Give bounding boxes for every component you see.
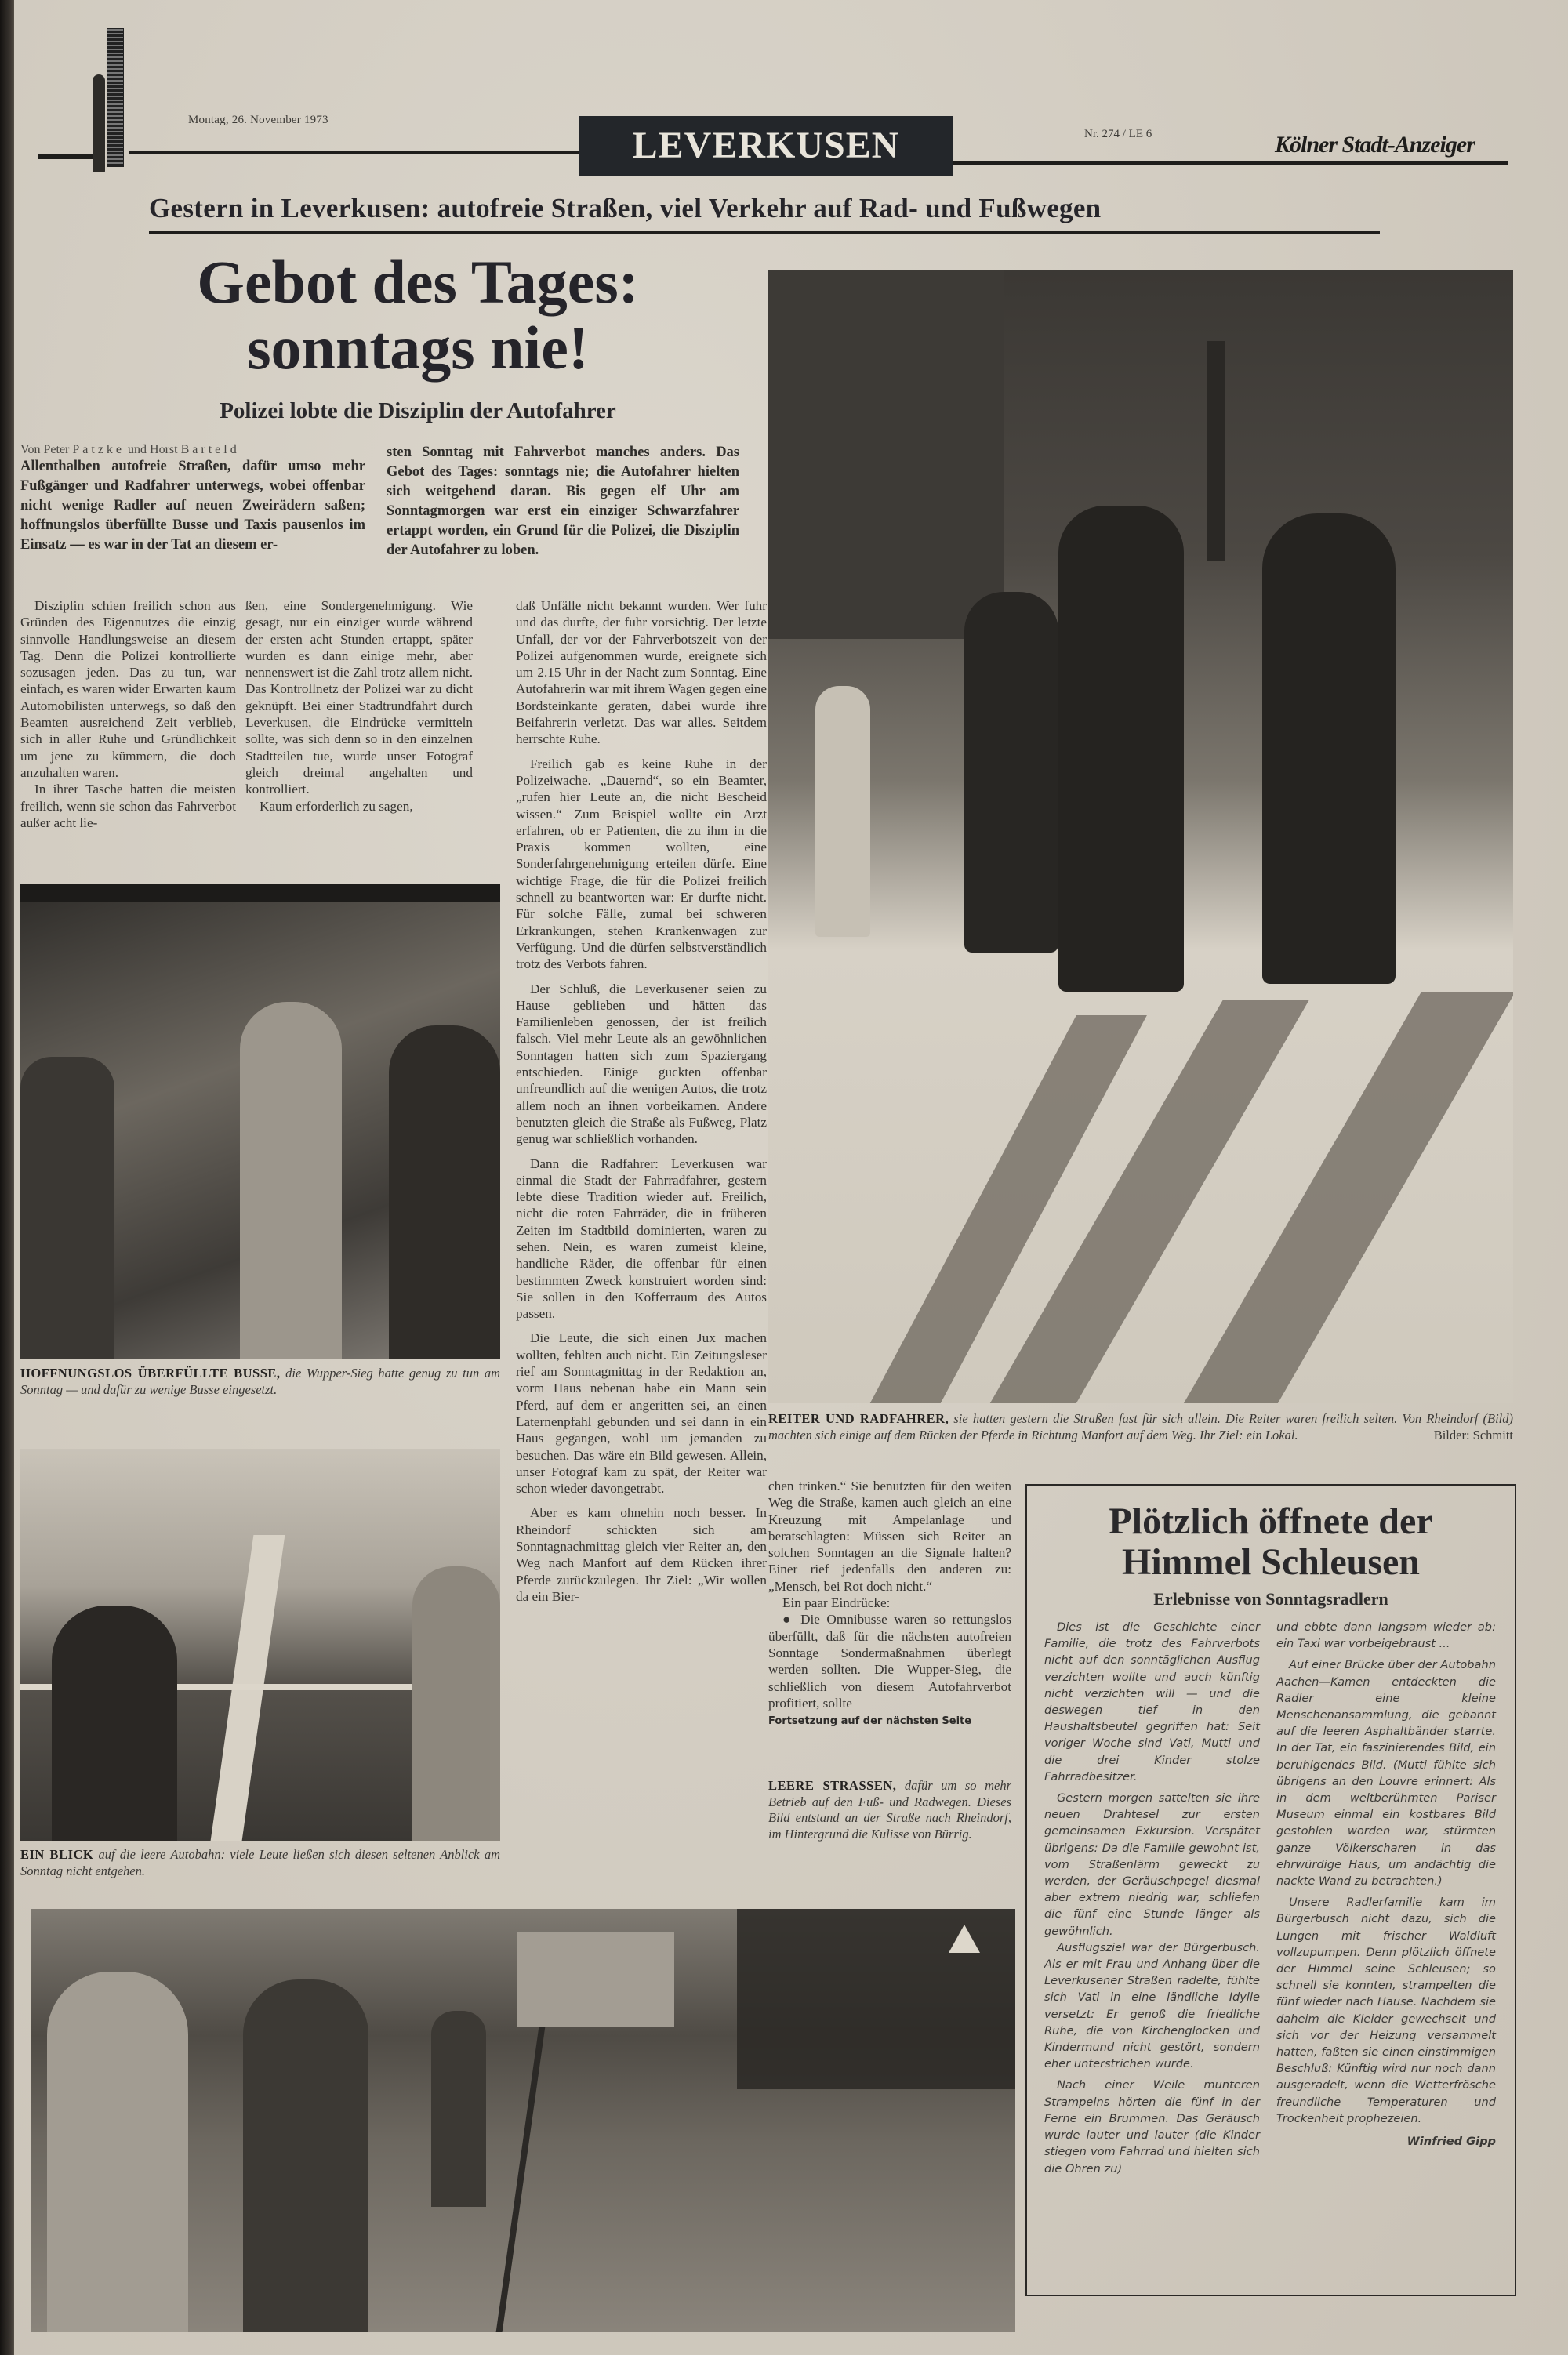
- caption-cyclists: LEERE STRASSEN, dafür um so mehr Betrieb auf den Fuß- und Radwegen. Dieses Bild entstand an der Straße nach Rheindorf, im Hintergrund die Kulisse von Bürrig.: [768, 1778, 1011, 1842]
- cyclist-shape: [431, 2011, 486, 2207]
- sidebar-author: Winfried Gipp: [1406, 2135, 1496, 2149]
- buerrig-buildings-shape: [517, 1932, 674, 2027]
- headline-line-2: sonntags nie!: [247, 314, 589, 382]
- body-column-2: ßen, eine Sondergenehmigung. Wie gesagt, nur ein einziger wurde während der ersten acht Stunden ertappt, später wurden es dann einige mehr, aber nennenswert ist die Zahl trotz allem nicht. Das Kontrollnetz der Polizei war zu dicht geknüpft. Bei einer Stadtrundfahrt durch Leverkusen, die Eindrücke vermitteln sollte, was sich denn so in den einzelnen Stadtteilen tue, wurde unser Fotograf gleich dreimal angehalten und kontrolliert. Kaum erforderlich zu sagen,: [245, 598, 473, 814]
- woman-in-coat-shape: [240, 1002, 342, 1359]
- photo-cyclists-on-road: [31, 1909, 1015, 2332]
- cyclist-shape: [243, 1979, 368, 2332]
- lead-text-left: Allenthalben autofreie Straßen, dafür umso mehr Fußgänger und Radfahrer unterwegs, wobei offenbar nicht wenige Radler auf neuen Zweirädern saßen; hoffnungslos überfüllte Busse und Taxis pausenlos im Einsatz — es war in der Tat an diesem er-: [20, 459, 365, 553]
- continued-on-next-page: Fortsetzung auf der nächsten Seite: [768, 1715, 972, 1728]
- cyclist-shape: [964, 592, 1058, 953]
- section-title: LEVERKUSEN: [579, 116, 953, 176]
- passenger-shape: [389, 1025, 500, 1359]
- author-1: Patzke: [72, 443, 125, 456]
- photo-credit: Bilder: Schmitt: [1433, 1427, 1513, 1442]
- issue-number: Nr. 274 / LE 6: [1084, 128, 1152, 140]
- bus-ceiling: [20, 884, 500, 902]
- kicker-rule: [149, 231, 1380, 234]
- horse-rider-shape: [1262, 513, 1396, 984]
- photo-empty-autobahn: [20, 1449, 500, 1841]
- sidebar-article-box: [1025, 1484, 1516, 2296]
- sidebar-deck: Erlebnisse von Sonntagsradlern: [1153, 1589, 1388, 1609]
- photo-crowded-bus: [20, 884, 500, 1359]
- main-headline: [108, 249, 728, 381]
- cyclist-front-shape: [47, 1972, 188, 2332]
- page-kicker: Gestern in Leverkusen: autofreie Straßen, viel Verkehr auf Rad- und Fußwegen: [149, 193, 1102, 223]
- headline-line-1: Gebot des Tages:: [197, 248, 639, 316]
- caption-riders: REITER UND RADFAHRER, sie hatten gestern die Straßen fast für sich allein. Die Reiter waren freilich selten. Von Rheindorf (Bild) machten sich einige auf dem Rücken der Pferde in Richtung Manfort auf dem Weg. Ihr Ziel: ein Lokal. Bilder: Schmitt: [768, 1411, 1513, 1442]
- sidebar-column-2: und ebbte dann langsam wieder ab: ein Taxi war vorbeigebraust ... Auf einer Brücke über der Autobahn Aachen—Kamen entdeckten die Radler eine kleine Menschenansammlung, die gebannt auf die leeren Asphaltbänder starrte. In der Tat, ein faszinierendes Bild, ein beruhigendes Bild. (Mutti fühlte sich übrigens an den Louvre erinnert: Als in dem weltberühmten Pariser Museum einmal ein kostbares Bild gestohlen worden war, stürmten ganze Völkerscharen in das ehrwürdige Haus, um andächtig die nackte Wand zu betrachten.) Unsere Radlerfamilie kam im Bürgerbusch nicht dazu, sich die Lungen mit frischer Waldluft vollzupumpen. Denn plötzlich öffnete der Himmel seine Schleusen; so schnell sie konnten, strampelten die fünf wieder nach Hause. Nachdem sie daheim die Kleider gewechselt und sich vor der Heizung versammelt hatten, faßten sie einen einstimmigen Beschluß: Künftig wird nur noch dann ausgeradelt, wenn die Wetterfrösche freundliche Temperaturen und Trockenheit prophezeien. Winfried Gipp: [1276, 1619, 1496, 2150]
- masthead-rule-left-stub: [38, 154, 93, 159]
- caption-bus: HOFFNUNGSLOS ÜBERFÜLLTE BUSSE, die Wupper-Sieg hatte genug zu tun am Sonntag — und dafür zu wenige Busse eingesetzt.: [20, 1366, 500, 1397]
- statue-logo-icon: [93, 74, 105, 172]
- issue-date: Montag, 26. November 1973: [188, 114, 328, 126]
- tower-shape: [1207, 341, 1225, 561]
- person-in-coat-shape: [412, 1566, 500, 1841]
- tower-logo-icon: [107, 28, 124, 167]
- bullet-impression: ● Die Omnibusse waren so rettungslos überfüllt, daß für die nächsten autofreien Sonntage Sondermaßnahmen überlegt werden sollten. Die Wupper-Sieg, die schließlich von diesem Autofahrverbot profitiert, sollte: [768, 1612, 1011, 1711]
- body-column-1: Disziplin schien freilich schon aus Gründen des Eigennutzes die einzig sinnvolle Handlungsweise an diesem Tag. Denn die Polizei kontrollierte sozusagen jeden. Das zu tun, war einfach, es waren wider Erwarten kaum Automobilisten unterwegs, so daß den Beamten ausreichend Zeit verblieb, sich in aller Ruhe und Gründlichkeit um jene zu kümmern, die doch anzuhalten waren. In ihrer Tasche hatten die meisten freilich, wenn sie schon das Fahrverbot außer acht lie-: [20, 598, 236, 830]
- body-column-4: chen trinken.“ Sie benutzten für den weiten Weg die Straße, kamen auch gleich an eine Kreuzung mit Ampelanlage und beratschlagten: Müssen sich Reiter an solchen Sonntagen an die Signale halten? Einer rief jedenfalls den anderen zu: „Mensch, bei Rot doch nicht.“ Ein paar Eindrücke: ● Die Omnibusse waren so rettungslos überfüllt, daß für die nächsten autofreien Sonntage Sondermaßnahmen überlegt werden sollten. Die Wupper-Sieg, die schließlich von diesem Autofahrverbot profitiert, sollte Fortsetzung auf der nächsten Seite: [768, 1478, 1011, 1729]
- photo-riders-and-cyclists: [768, 270, 1513, 1403]
- sidebar-headline: Plötzlich öffnete der Himmel Schleusen: [1109, 1500, 1433, 1583]
- masthead-rule-left: [129, 151, 579, 154]
- passenger-shape: [20, 1057, 114, 1359]
- author-2: Barteld: [180, 443, 240, 456]
- horse-rider-shape: [1058, 506, 1184, 992]
- lead-text-right: sten Sonntag mit Fahrverbot manches anders. Das Gebot des Tages: sonntags nie; die Autofahrer hielten sich weitgehend daran. Bis gegen elf Uhr am Sonntagmorgen war erst ein einziger Schwarzfahrer ertappt worden, ein Grund für die Polizei, die Disziplin der Autofahrer zu loben.: [387, 445, 739, 558]
- child-cyclist-shape: [815, 686, 870, 937]
- newspaper-page: [14, 0, 1568, 2355]
- caption-autobahn: EIN BLICK auf die leere Autobahn: viele Leute ließen sich diesen seltenen Anblick am Sonntag nicht entgehen.: [20, 1847, 500, 1878]
- sidebar-column-1: Dies ist die Geschichte einer Familie, die trotz des Fahrverbots nicht auf den sonntäglichen Ausflug verzichten wollte und auch künftig nicht verzichten will — und die deswegen tief in den Haushaltsbeutel gegriffen hat: Seit voriger Woche sind Vati, Mutti und die drei Kinder stolze Fahrradbesitzer. Gestern morgen sattelten sie ihre neuen Drahtesel zur ersten gemeinsamen Exkursion. Verspätet übrigens: Da die Familie gewohnt ist, vom Straßenlärm geweckt zu werden, der Geräuschpegel diesmal aber extrem niedrig war, schliefen die fünf eine Stunde länger als gewöhnlich. Ausflugsziel war der Bürgerbusch. Als er mit Frau und Anhang über die Leverkusener Straßen radelte, fühlte sich Vati in eine ländliche Idylle versetzt: Er genoß die friedliche Ruhe, die von Kirchenglocken und Kindermund nicht gestört, sondern eher unterstrichen wurde. Nach einer Weile munteren Strampelns hörten die fünf in der Ferne ein Brummen. Das Geräusch wurde lauter und lauter (die Kinder stiegen vom Fahrrad und hielten sich die Ohren zu): [1044, 1620, 1260, 2175]
- newspaper-nameplate: Kölner Stadt-Anzeiger: [1275, 132, 1475, 158]
- byline: Von Peter Patzke und Horst Barteld: [20, 443, 240, 456]
- road-line-shape: [496, 2027, 546, 2332]
- masthead-rule-right: [953, 161, 1508, 165]
- lead-left: [20, 443, 365, 555]
- body-column-3: daß Unfälle nicht bekannt wurden. Wer fuhr und das durfte, der fuhr vorsichtig. Der letzte Unfall, der vor der Fahrverbotszeit von der Polizei aufgenommen wurde, ereignete sich um 2.15 Uhr in der Nacht zum Sonntag. Eine Autofahrerin war mit ihrem Wagen gegen eine Bordsteinkante geraten, dabei wurde ihre Beifahrerin verletzt. Das war alles. Seitdem herrschte Ruhe. Freilich gab es keine Ruhe in der Polizeiwache. „Dauernd“, so ein Beamter, „rufen hier Leute an, die nicht Bescheid wissen.“ Zum Beispiel wollte ein Arzt erfahren, ob er Patienten, die zu ihm in die Praxis kommen wollten, eine Sonderfahrgenehmigung erteilen dürfe. Eine wichtige Frage, die für die Polizei freilich schnell zu beantworten war: Er durfte nicht. Für solche Fälle, zumal bei schweren Erkrankungen, stehen Krankenwagen zur Verfügung. Und die dürfen selbstverständlich trotz des Verbots fahren. Der Schluß, die Leverkusener seien zu Hause geblieben und hätten das Familienleben genossen, der ist freilich falsch. Viel mehr Leute als an gewöhnlichen Sonntagen hatten sich zum Spaziergang entschieden. Einige guckten offenbar unfreundlich auf die wenigen Autos, die trotz allem noch an ihnen vorbeikamen. Andere benutzten gleich die Straße als Fußweg, Platz genug war schließlich vorhanden. Dann die Radfahrer: Leverkusen war einmal die Stadt der Fahrradfahrer, gestern lebte diese Tradition wieder auf. Freilich, nicht die roten Fahrräder, die in früheren Zeiten im Stadtbild dominierten, waren zu sehen. Nein, es waren zumeist kleine, handliche Räder, die offenbar für einen bestimmten Zweck konstruiert worden sind: Sie sollen in den Kofferraum des Autos passen. Die Leute, die sich einen Jux machen wollten, fehlten auch nicht. Ein Zeitungsleser rief am Sonntagmittag in der Redaktion an, vorm Haus nebenan habe ein Mann sein Pferd, auf dem er angeritten sei, an einen Laternenpfahl gebunden und sei dann in ein Haus gegangen, wohl um jemanden zu besuchen. Das wäre ein Bild gewesen. Allein, unser Fotograf kam zu spät, der Reiter war schon wieder davongetrabt. Aber es kam ohnehin noch besser. In Rheindorf schickten sich am Sonntagnachmittag gleich vier Reiter an, den Weg nach Manfort auf dem Rücken ihrer Pferde zurückzulegen. Ihr Ziel: „Wir wollen da ein Bier-: [516, 598, 767, 1604]
- main-deck: Polizei lobte die Disziplin der Autofahrer: [220, 398, 616, 423]
- person-with-bicycle-shape: [52, 1606, 177, 1841]
- trees-shape: [737, 1909, 1015, 2089]
- office-building-shape: [768, 270, 1004, 639]
